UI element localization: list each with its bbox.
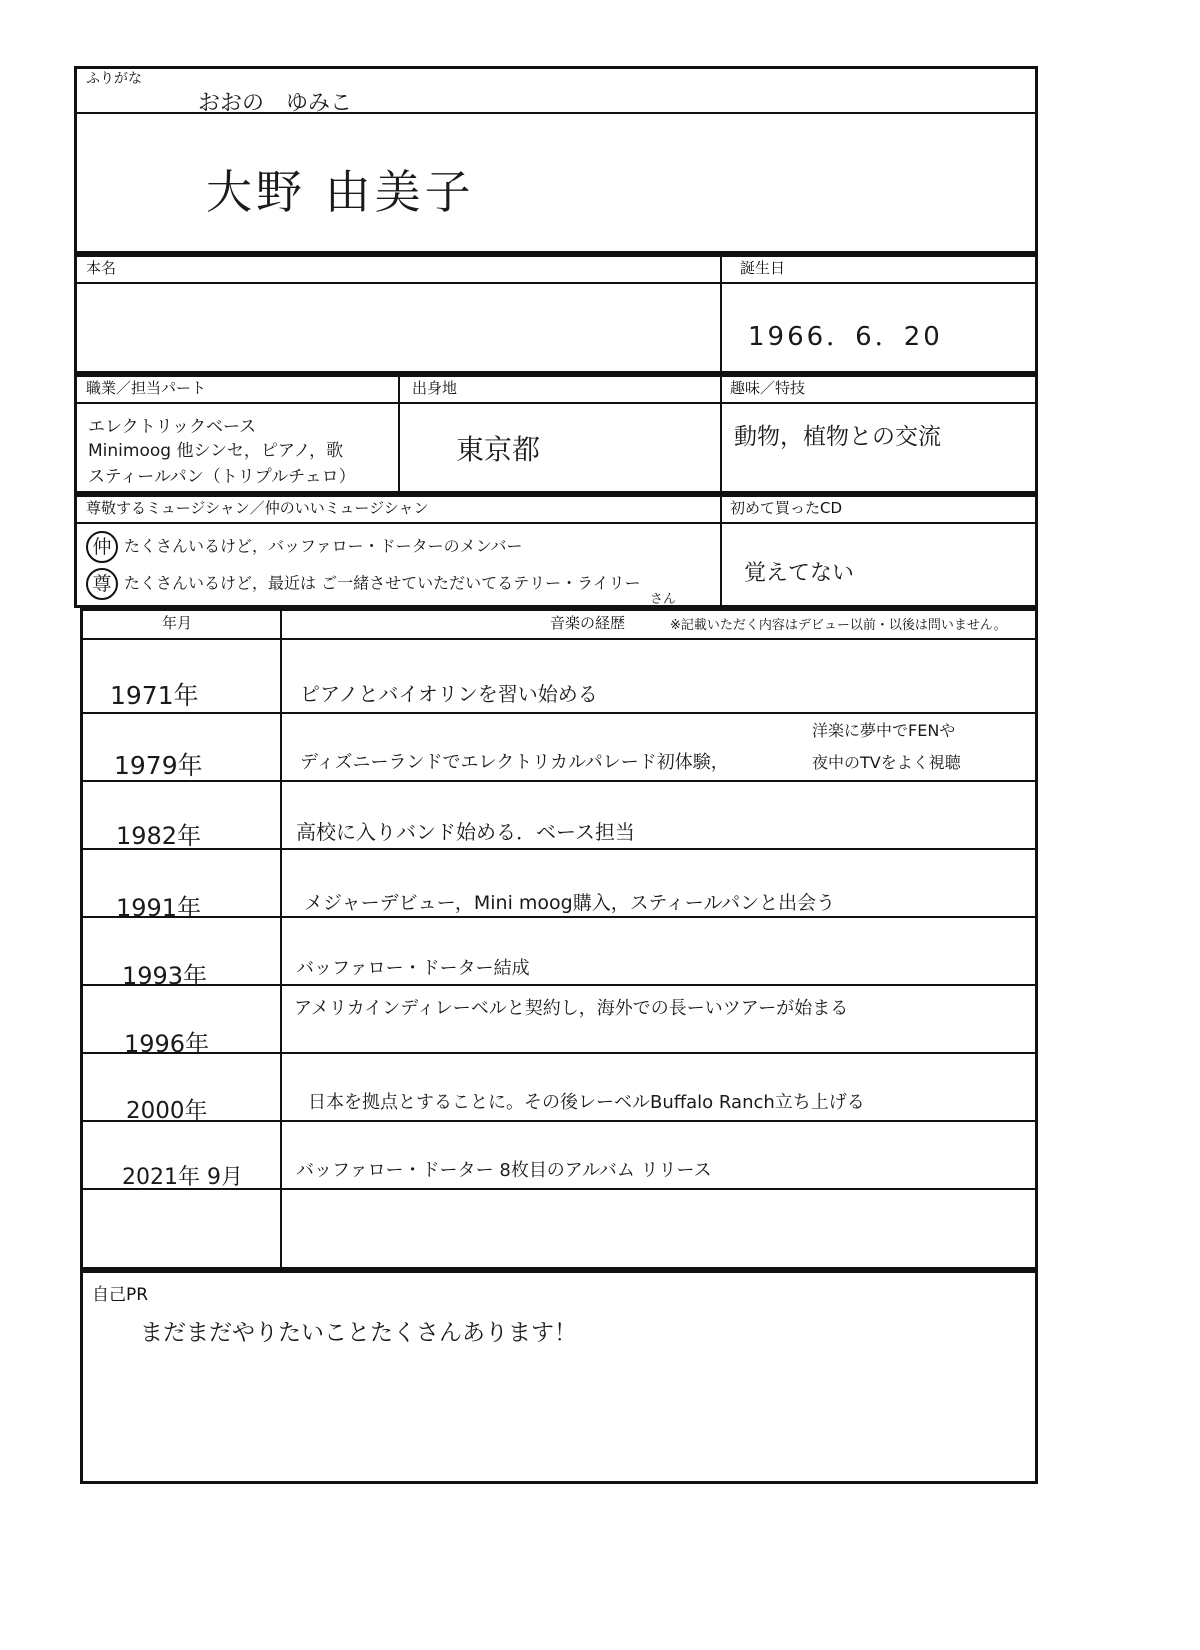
name-value: 大野 由美子 bbox=[206, 165, 475, 219]
history-year-1996: 1996年 bbox=[124, 1030, 210, 1058]
divider bbox=[74, 282, 1038, 284]
occupation-line-1: エレクトリックベース bbox=[88, 417, 257, 437]
history-year-1971: 1971年 bbox=[110, 681, 199, 710]
friend-mark: 仲 bbox=[86, 531, 118, 563]
history-year-1993: 1993年 bbox=[122, 962, 208, 990]
birthplace-label: 出身地 bbox=[412, 379, 458, 397]
hobby-value: 動物，植物との交流 bbox=[734, 424, 941, 450]
divider bbox=[80, 712, 1038, 714]
history-text-2021: バッファロー・ドーター 8枚目のアルバム リリース bbox=[296, 1160, 712, 1181]
divider bbox=[80, 848, 1038, 850]
friend-musicians-text: たくさんいるけど，バッファロー・ドーターのメンバー bbox=[124, 536, 523, 556]
history-text-header: 音楽の経歴 bbox=[550, 614, 626, 632]
history-text-1971: ピアノとバイオリンを習い始める bbox=[300, 682, 598, 706]
divider bbox=[74, 402, 1038, 404]
history-year-1982: 1982年 bbox=[116, 822, 202, 850]
furigana-value: おおの ゆみこ bbox=[198, 91, 353, 116]
musicians-label: 尊敬するミュージシャン／仲のいいミュージシャン bbox=[86, 499, 429, 517]
birthday-label: 誕生日 bbox=[740, 259, 786, 277]
divider bbox=[398, 374, 400, 494]
respected-suffix: さん bbox=[650, 592, 677, 607]
history-year-1991: 1991年 bbox=[116, 894, 202, 922]
divider bbox=[720, 494, 722, 608]
profile-form bbox=[80, 66, 1104, 1574]
self-pr-label: 自己PR bbox=[92, 1285, 149, 1305]
divider bbox=[74, 522, 1038, 524]
history-year-1979: 1979年 bbox=[114, 751, 203, 780]
self-pr-section bbox=[80, 1270, 1038, 1484]
history-text-1991: メジャーデビュー，Mini moog購入，スティールパンと出会う bbox=[304, 892, 836, 914]
birthplace-value: 東京都 bbox=[456, 433, 541, 466]
friend-musicians bbox=[86, 531, 523, 563]
first-cd-value: 覚えてない bbox=[744, 561, 855, 586]
first-cd-label: 初めて買ったCD bbox=[730, 499, 843, 517]
hobby-label: 趣味／特技 bbox=[730, 379, 806, 397]
furigana-label: ふりがな bbox=[86, 71, 142, 87]
occupation-line-3: スティールパン（トリプルチェロ） bbox=[88, 467, 356, 487]
occupation-label: 職業／担当パート bbox=[86, 379, 207, 397]
divider bbox=[720, 374, 722, 494]
history-text-1979: ディズニーランドでエレクトリカルパレード初体験， bbox=[300, 752, 729, 773]
history-text-1982: 高校に入りバンド始める．ベース担当 bbox=[296, 820, 635, 844]
respected-musicians bbox=[86, 568, 641, 600]
occupation-line-2: Minimoog 他シンセ，ピアノ，歌 bbox=[88, 441, 344, 461]
respected-musicians-text: たくさんいるけど，最近は ご一緒させていただいてるテリー・ライリー bbox=[124, 573, 641, 593]
history-note: ※記載いただく内容はデビュー以前・以後は問いません。 bbox=[670, 618, 1007, 633]
history-year-header: 年月 bbox=[162, 614, 193, 632]
history-year-2000: 2000年 bbox=[126, 1098, 208, 1124]
realname-label: 本名 bbox=[86, 259, 117, 277]
history-text-1993: バッファロー・ドーター結成 bbox=[296, 958, 530, 979]
history-text-2000: 日本を拠点とすることに。その後レーベルBuffalo Ranch立ち上げる bbox=[308, 1092, 865, 1113]
divider bbox=[80, 916, 1038, 918]
divider bbox=[80, 780, 1038, 782]
respect-mark: 尊 bbox=[86, 568, 118, 600]
birthday-value: 1966．6．20 bbox=[748, 322, 943, 352]
history-extra-1979: 夜中のTVをよく視聴 bbox=[812, 753, 961, 772]
history-year-2021: 2021年 9月 bbox=[122, 1165, 243, 1190]
self-pr-value: まだまだやりたいことたくさんあります！ bbox=[140, 1320, 577, 1346]
history-extra-top-1979: 洋楽に夢中でFENや bbox=[812, 721, 956, 740]
divider bbox=[720, 254, 722, 374]
divider bbox=[80, 1052, 1038, 1054]
divider bbox=[80, 984, 1038, 986]
divider bbox=[280, 608, 282, 1270]
divider bbox=[80, 1120, 1038, 1122]
realname-section bbox=[74, 254, 1038, 374]
history-text-1996: アメリカインディレーベルと契約し，海外での長ーいツアーが始まる bbox=[294, 998, 849, 1019]
divider bbox=[80, 638, 1038, 640]
